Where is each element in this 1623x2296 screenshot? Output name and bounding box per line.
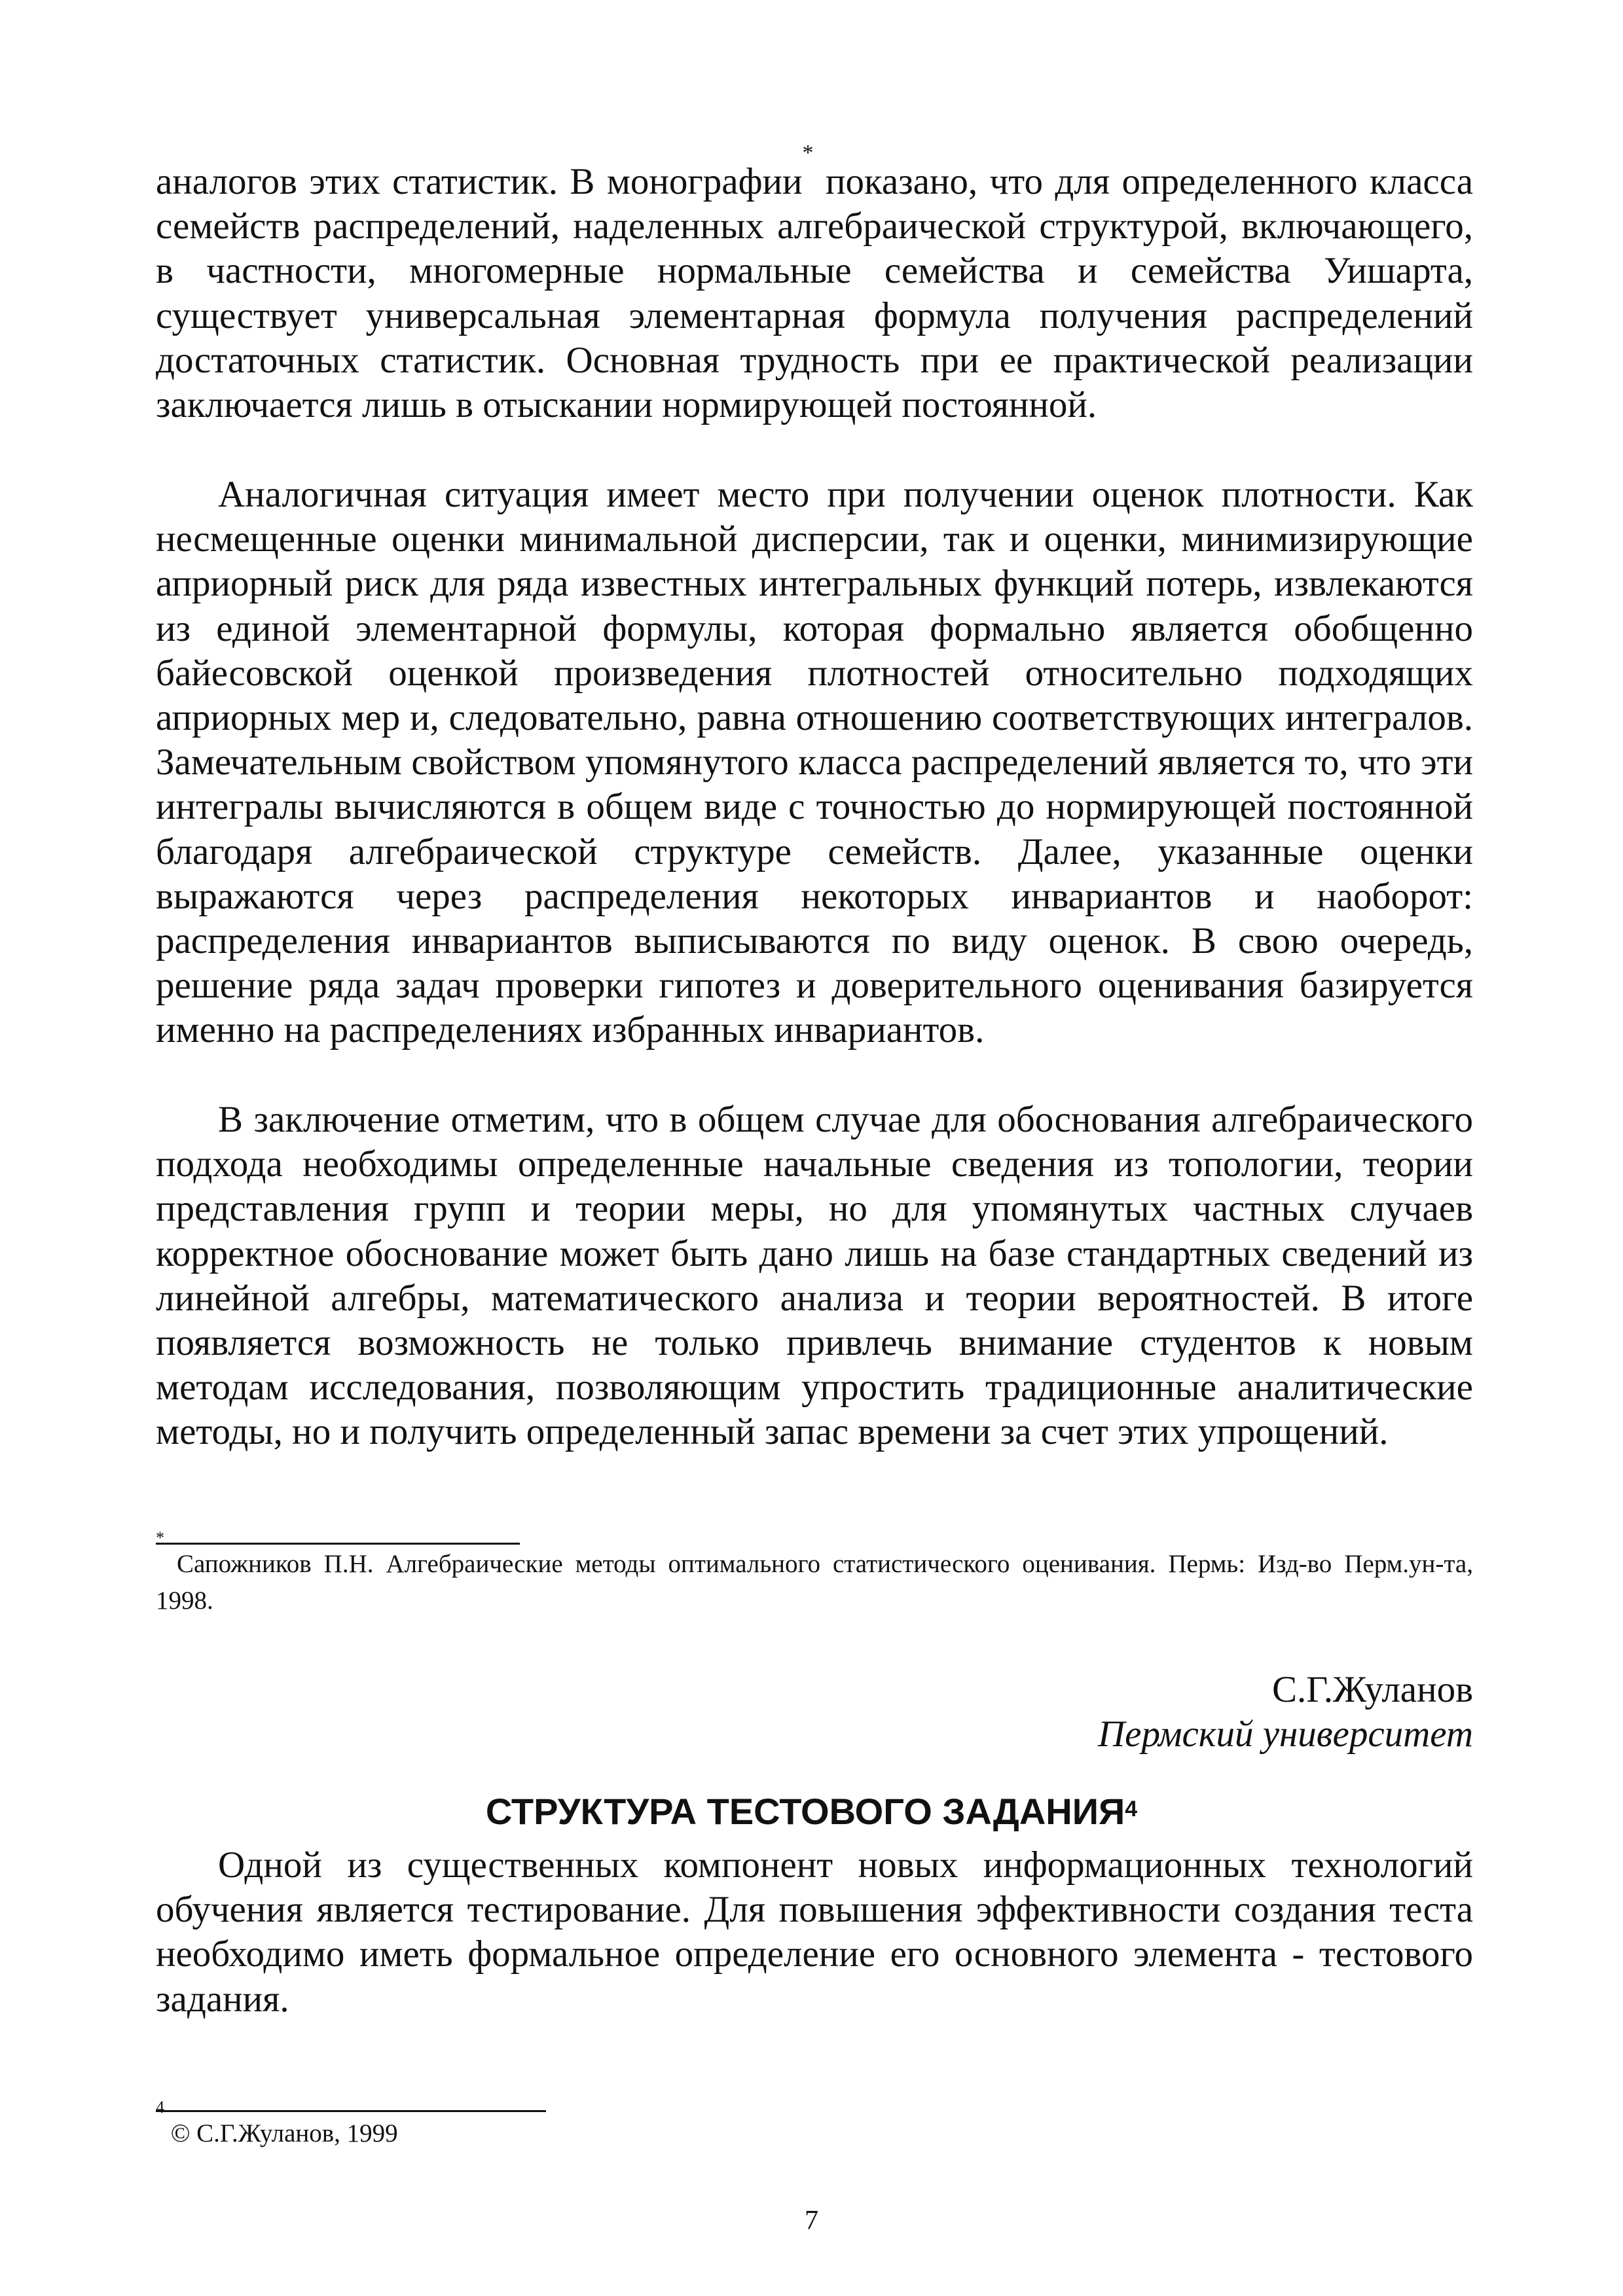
footnote-ref-star: * [802,141,814,165]
paragraph-3: В заключение отметим, что в общем случае для обоснования алгебраического подхода необходимы определенные начальные сведения из топологии, теории представления групп и теории меры, но для упомянутых частных случаев корректное обоснование может быть дано лишь на базе стандартных сведений из линейной алгебры, математического анализа и теории вероятностей. В итоге появляется возможность не только привлечь внимание студентов к новым методам исследования, позволяющим упростить традиционные аналитические методы, но и получить определенный запас времени за счет этих упрощений. [156,1099,1473,1453]
paragraph-1-text-a: аналогов этих статистик. В монографии [156,161,803,202]
paragraph-1-text-b: показано, что для определенного класса семейств распределений, наделенных алгебраической структурой, включающего, в частности, многомерные нормальные семейства и семейства Уишарта, существует универсальная элементарная формула получения распределений достаточных статистик. Основная трудность при ее практической реализации заключается лишь в отыскании нормирующей постоянной. [156,161,1473,426]
page-number: 7 [805,2206,818,2236]
footnote-2-mark: 4 [156,2098,164,2117]
footnote-1 [156,1528,1473,1619]
author-name: С.Г.Жуланов [1272,1669,1473,1710]
paragraph-1 [156,141,1473,427]
footnote-separator-1 [156,1543,520,1545]
article-paragraph-1: Одной из существенных компонент новых информационных технологий обучения является тестирование. Для повышения эффективности создания теста необходимо иметь формальное определение его основного элемента - тестового задания. [156,1844,1473,2020]
footnote-separator-2 [156,2110,546,2112]
article-title-footnote-mark: 4 [1125,1797,1138,1821]
article-title [0,1789,1623,1835]
footnote-1-text: Сапожников П.Н. Алгебраические методы оптимального статистического оценивания. Пермь: Изд-во Перм.ун-та, 1998. [156,1550,1473,1615]
footnote-2 [156,2098,1473,2152]
paragraph-2: Аналогичная ситуация имеет место при получении оценок плотности. Как несмещенные оценки минимальной дисперсии, так и оценки, минимизирующие априорный риск для ряда известных интегральных функций потерь, извлекаются из единой элементарной формулы, которая формально является обобщенно байесовской оценкой произведения плотностей относительно подходящих априорных мер и, следовательно, равна отношению соответствующих интегралов. Замечательным свойством упомянутого класса распределений является то, что эти интегралы вычисляются в общем виде с точностью до нормирующей постоянной благодаря алгебраической структуре семейств. Далее, указанные оценки выражаются через распределения некоторых инвариантов и наоборот: распределения инвариантов выписываются по виду оценок. В свою очередь, решение ряда задач проверки гипотез и доверительного оценивания базируется именно на распределениях избранных инвариантов. [156,474,1473,1051]
author-affiliation: Пермский университет [1097,1713,1473,1755]
footnote-2-text: © С.Г.Жуланов, 1999 [170,2119,398,2147]
article-title-text: СТРУКТУРА ТЕСТОВОГО ЗАДАНИЯ [485,1791,1125,1832]
footnote-1-mark: * [156,1528,164,1547]
